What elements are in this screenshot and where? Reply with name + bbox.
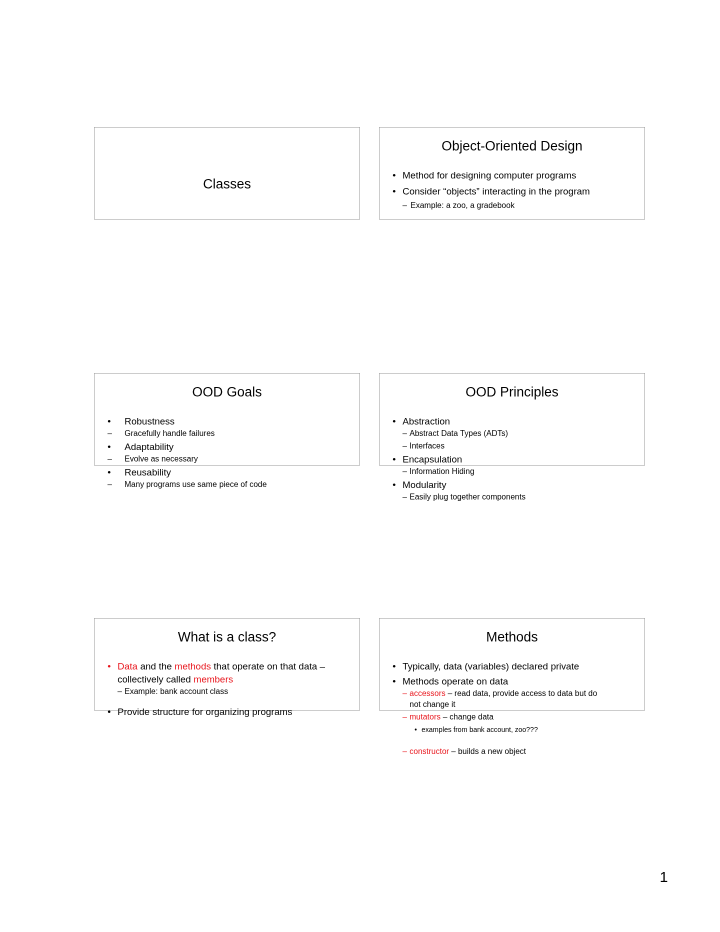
sub-bullet-item: – Abstract Data Types (ADTs): [402, 429, 509, 438]
sub-bullet-item: – Interfaces: [402, 442, 445, 451]
sub-bullet-item: – Gracefully handle failures: [107, 429, 215, 438]
bullet-item: • Consider “objects” interacting in the program: [392, 186, 590, 197]
slide-title: What is a class?: [177, 629, 277, 645]
bullet-item: • Modularity: [392, 480, 447, 491]
slide-ood-goals: [94, 373, 360, 489]
slide-object-oriented-design: [379, 127, 645, 220]
bullet-item: • Methods operate on data: [392, 676, 509, 687]
bullet-item: • Reusability: [107, 467, 171, 478]
slide-title: Object-Oriented Design: [441, 138, 583, 154]
bullet-item: • Adaptability: [107, 442, 174, 453]
slide-classes: [94, 127, 360, 220]
page-number: 1: [659, 869, 668, 886]
slide-title: OOD Goals: [192, 384, 262, 400]
bullet-item: • Typically, data (variables) declared private: [392, 661, 580, 672]
sub-bullet-item: – constructor – builds a new object: [402, 747, 527, 756]
bullet-item: • Abstraction: [392, 416, 451, 427]
bullet-item: • Data and the methods that operate on that data – collectively called members: [107, 661, 326, 685]
sub-bullet-item: – Example: a zoo, a gradebook: [402, 201, 515, 210]
slide-title: Classes: [202, 176, 252, 192]
slide-what-is-a-class: [94, 618, 360, 718]
sub-bullet-item: – Evolve as necessary: [107, 455, 198, 464]
sub-bullet-item: – Example: bank account class: [117, 687, 229, 696]
sub-bullet-item: – Information Hiding: [402, 467, 475, 476]
slide-title: OOD Principles: [465, 384, 559, 400]
bullet-item: • Method for designing computer programs: [392, 170, 577, 181]
bullet-item: • Encapsulation: [392, 454, 463, 465]
bullet-item: • Robustness: [107, 416, 175, 427]
sub-sub-bullet-item: • examples from bank account, zoo???: [414, 725, 538, 734]
sub-bullet-item: – Many programs use same piece of code: [107, 480, 267, 489]
sub-bullet-item: – Easily plug together components: [402, 493, 526, 502]
slide-ood-principles: [379, 373, 645, 502]
sub-bullet-item: – accessors – read data, provide access to data but do not change it: [402, 689, 598, 709]
sub-bullet-item: – mutators – change data: [402, 713, 494, 722]
slide-title: Methods: [486, 629, 538, 645]
slide-methods: [379, 618, 645, 756]
bullet-item: • Provide structure for organizing programs: [107, 707, 293, 718]
